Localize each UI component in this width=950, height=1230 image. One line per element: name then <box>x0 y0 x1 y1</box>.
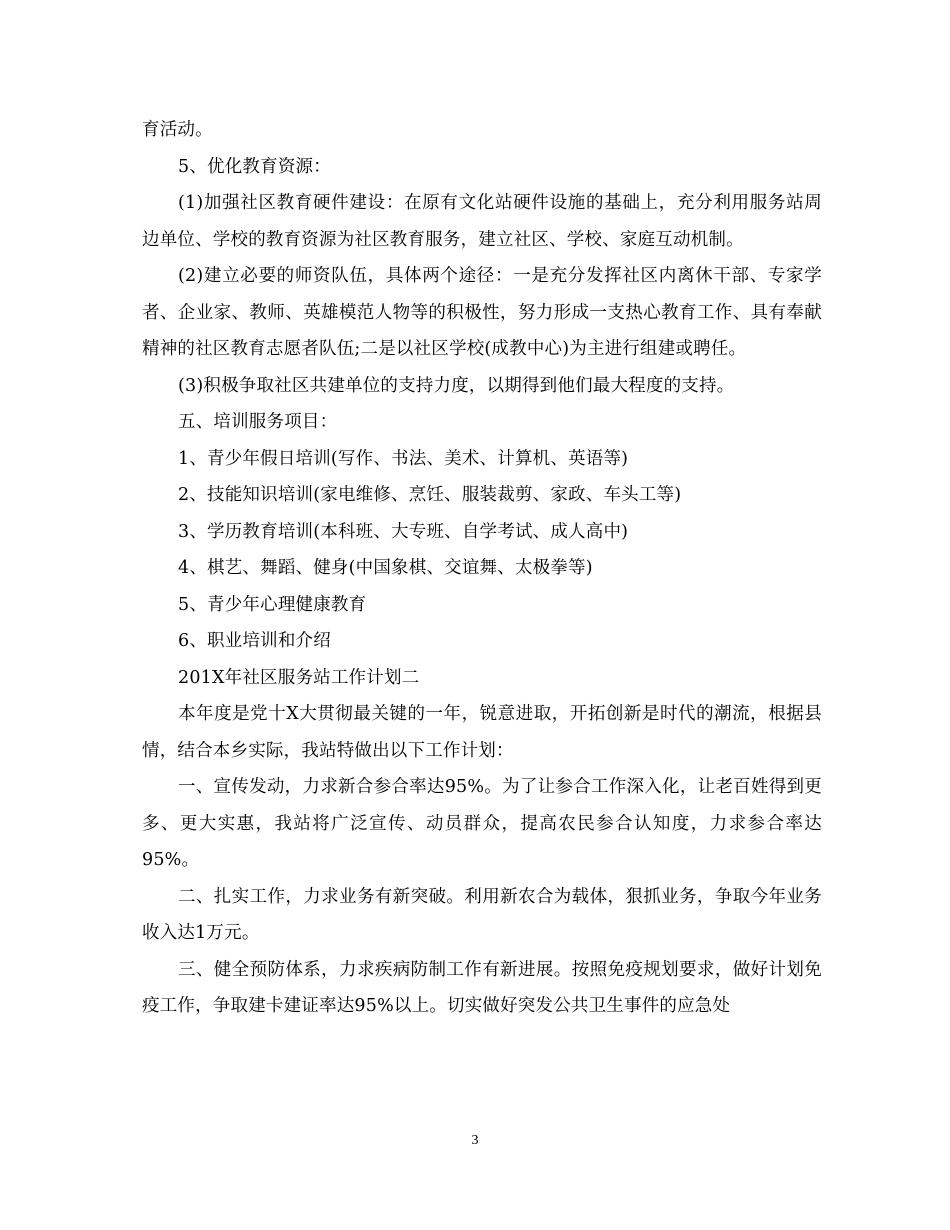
paragraph: 本年度是党十X大贯彻最关键的一年，锐意进取，开拓创新是时代的潮流，根据县情，结合本乡实际，我站特做出以下工作计划： <box>142 704 822 761</box>
paragraph: 2、技能知识培训(家电维修、烹饪、服装裁剪、家政、车头工等) <box>178 485 682 505</box>
paragraph: 3、学历教育培训(本科班、大专班、自学考试、成人高中) <box>178 521 629 542</box>
paragraph: (3)积极争取社区共建单位的支持力度，以期得到他们最大程度的支持。 <box>178 375 735 396</box>
paragraph: 5、优化教育资源： <box>178 156 331 177</box>
paragraph: 五、培训服务项目： <box>178 412 338 432</box>
paragraph: 5、青少年心理健康教育 <box>178 594 367 615</box>
paragraph: (1)加强社区教育硬件建设：在原有文化站硬件设施的基础上，充分利用服务站周边单位、学校的教育资源为社区教育服务，建立社区、学校、家庭互动机制。 <box>142 193 822 250</box>
paragraph: 育活动。 <box>142 120 213 140</box>
page-number: 3 <box>471 1133 479 1148</box>
paragraph: 6、职业培训和介绍 <box>178 631 331 651</box>
paragraph: 1、青少年假日培训(写作、书法、美术、计算机、英语等) <box>178 448 629 469</box>
paragraph: 201X年社区服务站工作计划二 <box>178 667 420 688</box>
paragraph: 4、棋艺、舞蹈、健身(中国象棋、交谊舞、太极拳等) <box>178 558 593 578</box>
paragraph: 二、扎实工作，力求业务有新突破。利用新农合为载体，狠抓业务，争取今年业务收入达1万元。 <box>142 886 822 943</box>
paragraph: 一、宣传发动，力求新合参合率达95%。为了让参合工作深入化，让老百姓得到更多、更大实惠，我站将广泛宣传、动员群众，提高农民参合认知度，力求参合率达95%。 <box>142 777 822 870</box>
paragraph: (2)建立必要的师资队伍，具体两个途径：一是充分发挥社区内离休干部、专家学者、企业家、教师、英雄模范人物等的积极性，努力形成一支热心教育工作、具有奉献精神的社区教育志愿者队伍;二是以社区学校(成教中心)为主进行组建或聘任。 <box>142 266 822 359</box>
paragraph: 三、健全预防体系，力求疾病防制工作有新进展。按照免疫规划要求，做好计划免疫工作，争取建卡建证率达95%以上。切实做好突发公共卫生事件的应急处 <box>142 959 822 1016</box>
body-text <box>142 112 822 1025</box>
